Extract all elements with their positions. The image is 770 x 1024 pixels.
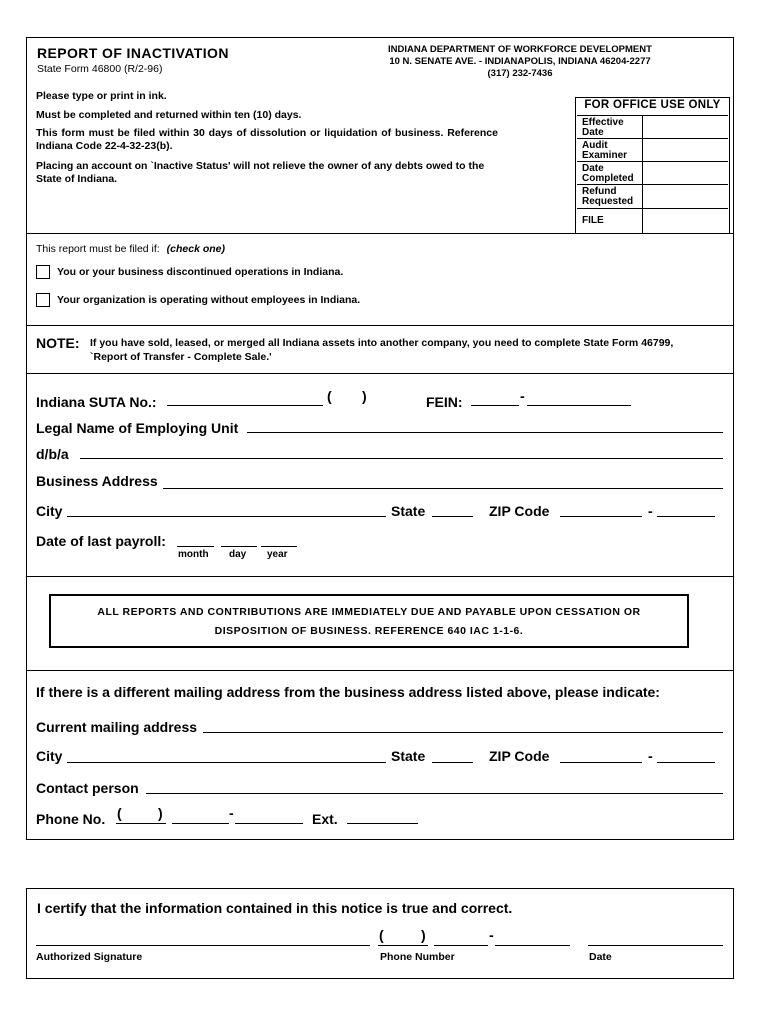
instruction-inactive-status: Placing an account on `Inactive Status' will not relieve the owner of any debts owed to the State of Indiana. <box>36 160 485 185</box>
payroll-month-input[interactable] <box>177 546 214 547</box>
mailing-heading: If there is a different mailing address from the business address listed above, please indicate: <box>36 684 660 700</box>
instruction-ink: Please type or print in ink. <box>36 90 167 102</box>
mailing-zip-dash: - <box>648 748 653 764</box>
note-text: If you have sold, leased, or merged all Indiana assets into another company, you need to complete State Form 46799, `Report of Transfer - Complete Sale.' <box>90 337 674 363</box>
suta-label: Indiana SUTA No.: <box>36 394 157 410</box>
form-number: State Form 46800 (R/2-96) <box>37 63 163 75</box>
cert-phone-prefix-input[interactable] <box>434 945 488 946</box>
certification-statement: I certify that the information contained in this notice is true and correct. <box>37 900 513 916</box>
office-row-label: Effective Date <box>582 117 624 138</box>
business-address-label: Business Address <box>36 473 158 489</box>
ext-input[interactable] <box>347 823 418 824</box>
dba-label: d/b/a <box>36 446 69 462</box>
mailing-city-input[interactable] <box>67 762 386 763</box>
cert-phone-paren-open: ( <box>379 927 384 943</box>
city-label: City <box>36 503 63 519</box>
divider <box>26 576 734 577</box>
payroll-year-input[interactable] <box>261 546 297 547</box>
year-caption: year <box>267 549 288 560</box>
mailing-zip-input[interactable] <box>560 762 642 763</box>
zip-dash: - <box>648 503 653 519</box>
cert-phone-area-input[interactable] <box>378 945 428 946</box>
divider <box>26 670 734 671</box>
divider <box>26 373 734 374</box>
current-address-label: Current mailing address <box>36 719 198 735</box>
notice-line2: DISPOSITION OF BUSINESS. REFERENCE 640 IAC 1-1-6. <box>214 625 524 637</box>
cert-phone-dash: - <box>489 927 494 943</box>
ext-label: Ext. <box>312 811 338 827</box>
fein-input-suffix[interactable] <box>527 405 631 406</box>
office-row-label: Audit Examiner <box>582 140 628 161</box>
filing-prompt-text: This report must be filed if: <box>36 243 160 255</box>
fein-dash: - <box>520 388 525 404</box>
phone-prefix-input[interactable] <box>172 823 229 824</box>
signature-label: Authorized Signature <box>36 951 143 963</box>
office-row-effective-date <box>577 115 728 139</box>
legal-name-label: Legal Name of Employing Unit <box>36 420 239 436</box>
note-label: NOTE: <box>36 335 80 351</box>
divider <box>26 325 734 326</box>
fein-label: FEIN: <box>426 394 463 410</box>
office-row-file <box>577 208 728 235</box>
legal-name-input[interactable] <box>247 432 723 433</box>
contact-person-input[interactable] <box>146 793 723 794</box>
notice-line1: ALL REPORTS AND CONTRIBUTIONS ARE IMMEDIATELY DUE AND PAYABLE UPON CESSATION OR <box>97 606 641 618</box>
discontinued-label: You or your business discontinued operations in Indiana. <box>57 266 344 278</box>
divider <box>26 233 734 234</box>
notice-box <box>49 594 689 648</box>
office-row-label: FILE <box>582 215 604 226</box>
current-address-input[interactable] <box>203 732 723 733</box>
zip-input[interactable] <box>560 516 642 517</box>
no-employees-checkbox[interactable] <box>36 293 50 307</box>
office-row-label: Refund Requested <box>582 186 634 207</box>
phone-dash: - <box>229 805 234 821</box>
no-employees-label: Your organization is operating without employees in Indiana. <box>57 294 361 306</box>
phone-paren-open: ( <box>117 805 122 821</box>
payroll-day-input[interactable] <box>221 546 257 547</box>
mailing-city-label: City <box>36 748 63 764</box>
mailing-state-input[interactable] <box>432 762 473 763</box>
office-use-title: FOR OFFICE USE ONLY <box>584 99 721 111</box>
agency-phone: (317) 232-7436 <box>487 68 553 79</box>
city-input[interactable] <box>67 516 386 517</box>
month-caption: month <box>178 549 209 560</box>
suta-input[interactable] <box>167 405 323 406</box>
instruction-ten-days: Must be completed and returned within ten (10) days. <box>36 109 302 121</box>
cert-phone-paren-close: ) <box>421 927 426 943</box>
date-input[interactable] <box>588 945 723 946</box>
state-input[interactable] <box>432 516 473 517</box>
discontinued-checkbox[interactable] <box>36 265 50 279</box>
mailing-zip-ext-input[interactable] <box>657 762 715 763</box>
agency-name: INDIANA DEPARTMENT OF WORKFORCE DEVELOPMENT <box>388 44 652 55</box>
phone-paren-close: ) <box>158 805 163 821</box>
form-title: REPORT OF INACTIVATION <box>37 45 229 61</box>
mailing-zip-label: ZIP Code <box>489 748 550 764</box>
phone-area-input[interactable] <box>116 823 166 824</box>
filing-prompt-emphasis: (check one) <box>166 243 225 255</box>
office-row-label: Date Completed <box>582 163 634 184</box>
contact-person-label: Contact person <box>36 780 139 796</box>
fein-input-prefix[interactable] <box>471 405 519 406</box>
instruction-thirty-days: This form must be filed within 30 days of dissolution or liquidation of business. Reference Indiana Code 22-4-32-23(b). <box>36 127 498 152</box>
filing-prompt <box>36 243 225 255</box>
date-label: Date <box>589 951 612 963</box>
day-caption: day <box>229 549 247 560</box>
zip-label: ZIP Code <box>489 503 550 519</box>
suta-paren-close: ) <box>362 388 367 404</box>
office-row-date-completed <box>577 161 728 185</box>
zip-ext-input[interactable] <box>657 516 715 517</box>
phone-label: Phone No. <box>36 811 106 827</box>
last-payroll-label: Date of last payroll: <box>36 533 166 549</box>
mailing-state-label: State <box>391 748 426 764</box>
business-address-input[interactable] <box>163 488 723 489</box>
agency-address: 10 N. SENATE AVE. - INDIANAPOLIS, INDIANA 46204-2277 <box>389 56 651 67</box>
office-row-audit-examiner <box>577 138 728 162</box>
signature-input[interactable] <box>36 945 370 946</box>
office-row-refund-requested <box>577 184 728 209</box>
phone-number-label: Phone Number <box>380 951 455 963</box>
dba-input[interactable] <box>80 458 723 459</box>
suta-paren-open: ( <box>327 388 332 404</box>
phone-line-input[interactable] <box>235 823 303 824</box>
cert-phone-line-input[interactable] <box>495 945 570 946</box>
state-label: State <box>391 503 426 519</box>
